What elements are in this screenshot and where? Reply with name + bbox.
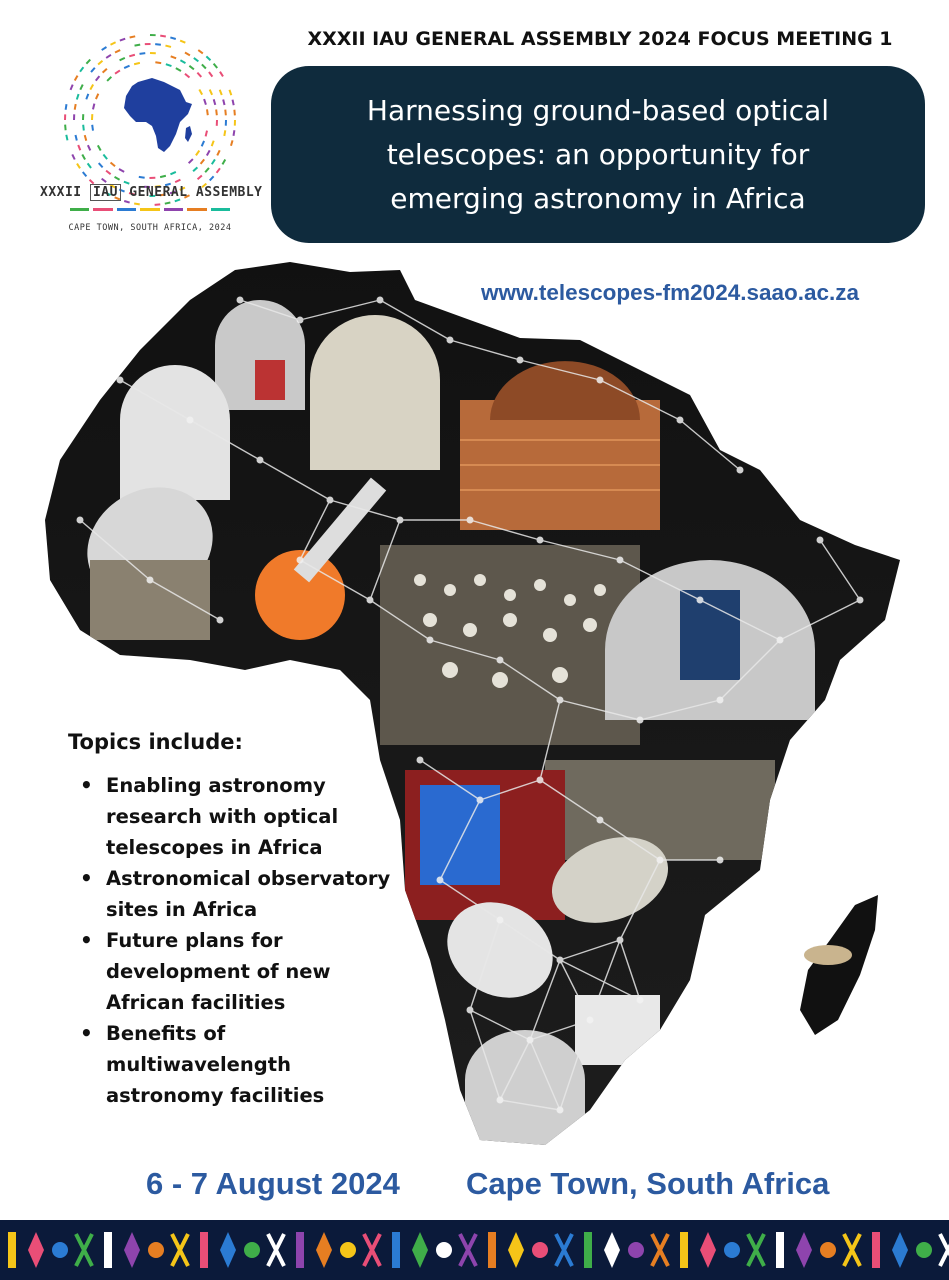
logo-color-bar [93,208,112,211]
topic-item: • Future plans for development of new African facilities [68,925,408,1018]
logo-color-bar [211,208,230,211]
meeting-title: XXXII IAU GENERAL ASSEMBLY 2024 FOCUS MEETING 1 [307,28,893,50]
topic-item: • Astronomical observatory sites in Africa [68,863,408,925]
logo-color-bar [187,208,206,211]
event-dates: 6 - 7 August 2024 [146,1166,400,1201]
topics-section [68,730,408,1111]
logo-color-bar [140,208,159,211]
salt-mirror [420,785,500,885]
logo-color-bar [164,208,183,211]
logo-color-bars [70,208,230,212]
madagascar-shape [800,895,878,1035]
topic-item: • Benefits of multiwavelength astronomy facilities [68,1018,408,1111]
event-location: Cape Town, South Africa [466,1166,830,1201]
topics-list [68,770,408,1111]
title-line: Harnessing ground-based optical [366,93,830,127]
logo-color-bar [117,208,136,211]
meeting-theme-title [318,89,878,221]
title-line: telescopes: an opportunity for [386,137,810,171]
topic-item: • Enabling astronomy research with optical telescopes in Africa [68,770,408,863]
title-box [271,66,925,243]
africa-logo-icon [60,30,240,210]
observatory-dome-2 [310,315,440,470]
website-link[interactable]: www.telescopes-fm2024.saao.ac.za [480,280,860,305]
madagascar-dish [804,945,852,965]
observatory-dome-3 [120,365,230,500]
logo-color-bar [70,208,89,211]
logo-wordmark: XXXII IAU GENERAL ASSEMBLY [40,185,263,200]
pattern-icon [0,1220,949,1280]
title-line: emerging astronomy in Africa [390,181,806,215]
topics-heading: Topics include: [68,730,243,754]
iau-ga-logo [40,30,263,245]
logo-location: CAPE TOWN, SOUTH AFRICA, 2024 [68,223,232,233]
decorative-pattern-band [0,1220,949,1280]
